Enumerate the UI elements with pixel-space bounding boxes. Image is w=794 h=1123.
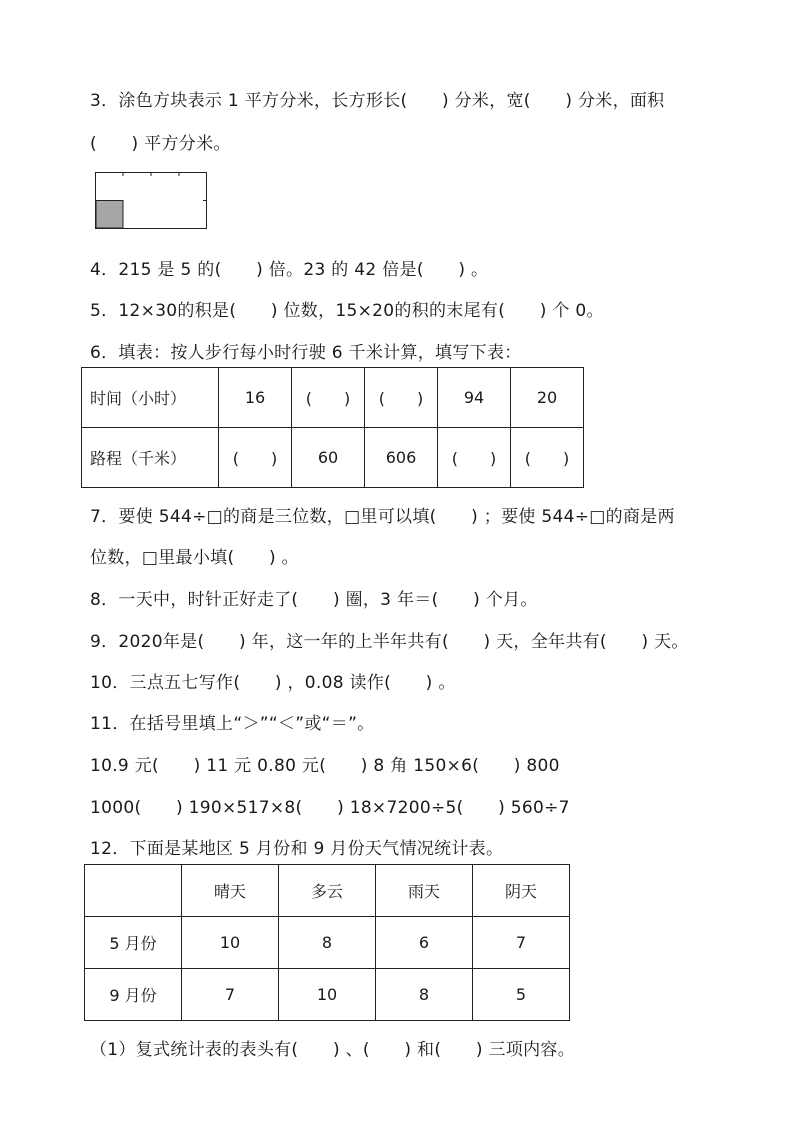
row-header: 9 月份 (85, 969, 182, 1021)
table-cell: ( ) (365, 368, 438, 428)
q11-line2: 1000( ) 190×517×8( ) 18×7200÷5( ) 560÷7 (90, 798, 570, 818)
table-cell: 20 (511, 368, 584, 428)
q11-title: 11．在括号里填上“＞”“＜”或“＝”。 (90, 714, 375, 734)
table-cell: 5 (473, 969, 570, 1021)
q10: 10．三点五七写作( ) ，0.08 读作( ) 。 (90, 673, 456, 693)
table-header-row (85, 865, 570, 917)
table-cell: ( ) (292, 368, 365, 428)
q5: 5．12×30的积是( ) 位数，15×20的积的末尾有( ) 个 0。 (90, 301, 604, 321)
q7-line2: 位数，□里最小填( ) 。 (90, 548, 299, 568)
table-cell: 60 (292, 428, 365, 488)
table-cell: 16 (219, 368, 292, 428)
table-cell: ( ) (219, 428, 292, 488)
table-cell: 606 (365, 428, 438, 488)
row-header: 5 月份 (85, 917, 182, 969)
q8: 8．一天中，时针正好走了( ) 圈，3 年＝( ) 个月。 (90, 590, 538, 610)
area-grid-figure (95, 172, 207, 229)
table-cell: 10 (182, 917, 279, 969)
q6-title: 6．填表：按人步行每小时行驶 6 千米计算，填写下表： (90, 343, 522, 363)
table-cell: 7 (473, 917, 570, 969)
row-header: 时间（小时） (82, 368, 219, 428)
q12-title: 12．下面是某地区 5 月份和 9 月份天气情况统计表。 (90, 839, 504, 859)
table-cell: 10 (279, 969, 376, 1021)
q11-line1: 10.9 元( ) 11 元 0.80 元( ) 8 角 150×6( ) 800 (90, 756, 560, 776)
table-cell: 8 (279, 917, 376, 969)
table-cell: 94 (438, 368, 511, 428)
q12-sub1: （1）复式统计表的表头有( ) 、( ) 和( ) 三项内容。 (90, 1040, 576, 1060)
header-cell: 阴天 (473, 865, 570, 917)
table-cell: 7 (182, 969, 279, 1021)
q3-line1: 3．涂色方块表示 1 平方分米，长方形长( ) 分米，宽( ) 分米，面积 (90, 91, 665, 111)
shaded-square (96, 201, 123, 229)
header-cell: 晴天 (182, 865, 279, 917)
row-header: 路程（千米） (82, 428, 219, 488)
header-cell: 雨天 (376, 865, 473, 917)
header-cell: 多云 (279, 865, 376, 917)
walking-table (81, 367, 584, 488)
table-cell: ( ) (438, 428, 511, 488)
table-row (82, 428, 584, 488)
table-cell: 8 (376, 969, 473, 1021)
weather-table (84, 864, 570, 1021)
table-cell: 6 (376, 917, 473, 969)
table-cell: ( ) (511, 428, 584, 488)
table-row (85, 969, 570, 1021)
table-row (82, 368, 584, 428)
q4: 4．215 是 5 的( ) 倍。23 的 42 倍是( ) 。 (90, 260, 489, 280)
table-row (85, 917, 570, 969)
q3-line2: ( ) 平方分米。 (90, 134, 231, 154)
header-cell (85, 865, 182, 917)
q7-line1: 7．要使 544÷□的商是三位数，□里可以填( ) ；要使 544÷□的商是两 (90, 507, 675, 527)
q9: 9．2020年是( ) 年，这一年的上半年共有( ) 天，全年共有( ) 天。 (90, 632, 689, 652)
